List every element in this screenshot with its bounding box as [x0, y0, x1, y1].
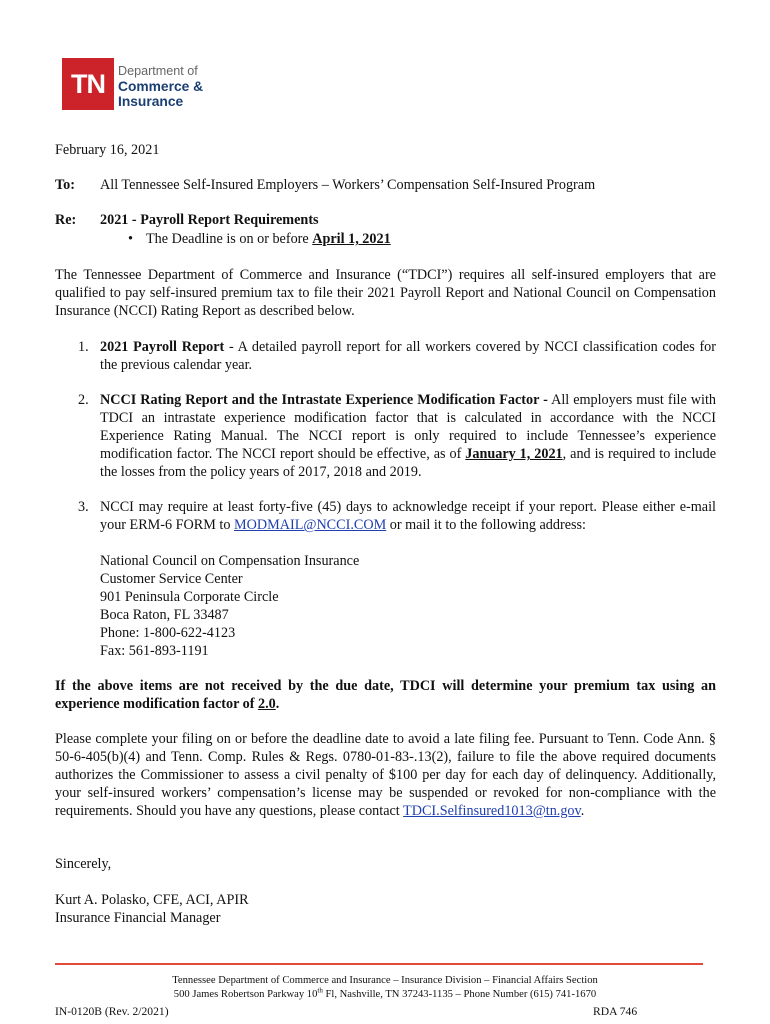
re-subject: 2021 - Payroll Report Requirements [100, 212, 319, 228]
bullet-icon: • [128, 231, 133, 247]
address-line: Customer Service Center [100, 571, 243, 587]
effective-date: January 1, 2021 [465, 446, 563, 462]
item-text-end: , and is required to include the losses from the policy years of 2017, 2018 and 2019. [100, 446, 716, 480]
logo-line-commerce: Commerce & [118, 79, 204, 94]
deadline-bullet [146, 230, 391, 248]
footer-organization: Tennessee Department of Commerce and Insurance – Insurance Division – Financial Affairs Section [172, 975, 598, 986]
item-number: 1. [78, 339, 89, 355]
sign-off: Sincerely, [55, 856, 112, 872]
contact-email-link[interactable]: TDCI.Selfinsured1013@tn.gov [403, 803, 581, 819]
footer-address [0, 988, 770, 1001]
item-title: 2021 Payroll Report [100, 339, 225, 355]
footer-address-end: Fl, Nashville, TN 37243-1135 – Phone Number (615) 741-1670 [322, 989, 597, 1000]
address-line: 901 Peninsula Corporate Circle [100, 589, 279, 605]
ncci-submission-item [100, 498, 716, 534]
address-line: Boca Raton, FL 33487 [100, 607, 229, 623]
footer-divider [55, 963, 703, 965]
warning-text: If the above items are not received by the due date, TDCI will determine your premium tax using an experience modification factor of [55, 678, 716, 712]
closing-paragraph [55, 730, 716, 820]
footer-address-sup: th [317, 986, 323, 995]
address-line: National Council on Compensation Insurance [100, 553, 360, 569]
item-title: NCCI Rating Report and the Intrastate Experience Modification Factor - [100, 392, 548, 408]
logo-line-department: Department of [118, 64, 198, 78]
ncci-email-link[interactable]: MODMAIL@NCCI.COM [234, 517, 387, 533]
deadline-prefix: The Deadline is on or before [146, 231, 313, 247]
address-fax: Fax: 561-893-1191 [100, 643, 209, 659]
deadline-date: April 1, 2021 [312, 231, 391, 247]
rda-number: RDA 746 [593, 1005, 638, 1018]
item-number: 2. [78, 392, 89, 408]
item-text: All employers must file with TDCI an intrastate experience modification factor that is calculated in accordance with the NCCI Experience Rating Manual. The NCCI report is only required to include Tennessee’s experience modification factor. The NCCI report should be effective, as of [100, 392, 716, 462]
form-number: IN-0120B (Rev. 2/2021) [55, 1005, 169, 1018]
logo-wordmark [118, 64, 203, 109]
signer-title: Insurance Financial Manager [55, 910, 221, 926]
to-recipients: All Tennessee Self-Insured Employers – Workers’ Compensation Self-Insured Program [100, 177, 596, 193]
mailing-address [100, 552, 359, 660]
closing-end: . [580, 803, 585, 819]
footer-address-start: 500 James Robertson Parkway 10 [173, 989, 318, 1000]
letter-date: February 16, 2021 [55, 142, 160, 158]
warning-end: . [275, 696, 280, 712]
item-number: 3. [78, 499, 89, 515]
re-label: Re: [55, 212, 77, 228]
signer-name: Kurt A. Polasko, CFE, ACI, APIR [55, 892, 249, 908]
warning-factor: 2.0 [258, 696, 276, 712]
warning-paragraph [55, 677, 716, 713]
item-text: NCCI may require at least forty-five (45) days to acknowledge receipt if your report. Please either e-mail your ERM-6 FORM to [100, 499, 716, 533]
logo-line-insurance: Insurance [118, 94, 184, 109]
tdci-logo [62, 58, 222, 114]
payroll-report-item [100, 338, 716, 374]
item-text-end: or mail it to the following address: [386, 517, 586, 533]
intro-paragraph: The Tennessee Department of Commerce and Insurance (“TDCI”) requires all self-insured employers that are qualified to pay self-insured premium tax to file their 2021 Payroll Report and National Council on Compensation Insurance (NCCI) Rating Report as described below. [55, 267, 716, 319]
closing-text: Please complete your filing on or before the deadline date to avoid a late filing fee. Pursuant to Tenn. Code Ann. § 50-6-405(b)(4) and Tenn. Comp. Rules & Regs. 0780-01-83-.13(2), failure to file the above required documents authorizes the Commissioner to assess a civil penalty of $100 per day for each day of delinquency. Additionally, your self-insured workers’ compensation’s license may be suspended or revoked for non-compliance with the requirements. Should you have any questions, please contact [55, 731, 716, 819]
address-phone: Phone: 1-800-622-4123 [100, 625, 236, 641]
tn-logo-mark: TN [62, 58, 114, 110]
signature-block [55, 891, 249, 927]
to-label: To: [55, 177, 75, 193]
item-text: - A detailed payroll report for all workers covered by NCCI classification codes for the previous calendar year. [100, 339, 716, 373]
ncci-rating-item [100, 391, 716, 481]
